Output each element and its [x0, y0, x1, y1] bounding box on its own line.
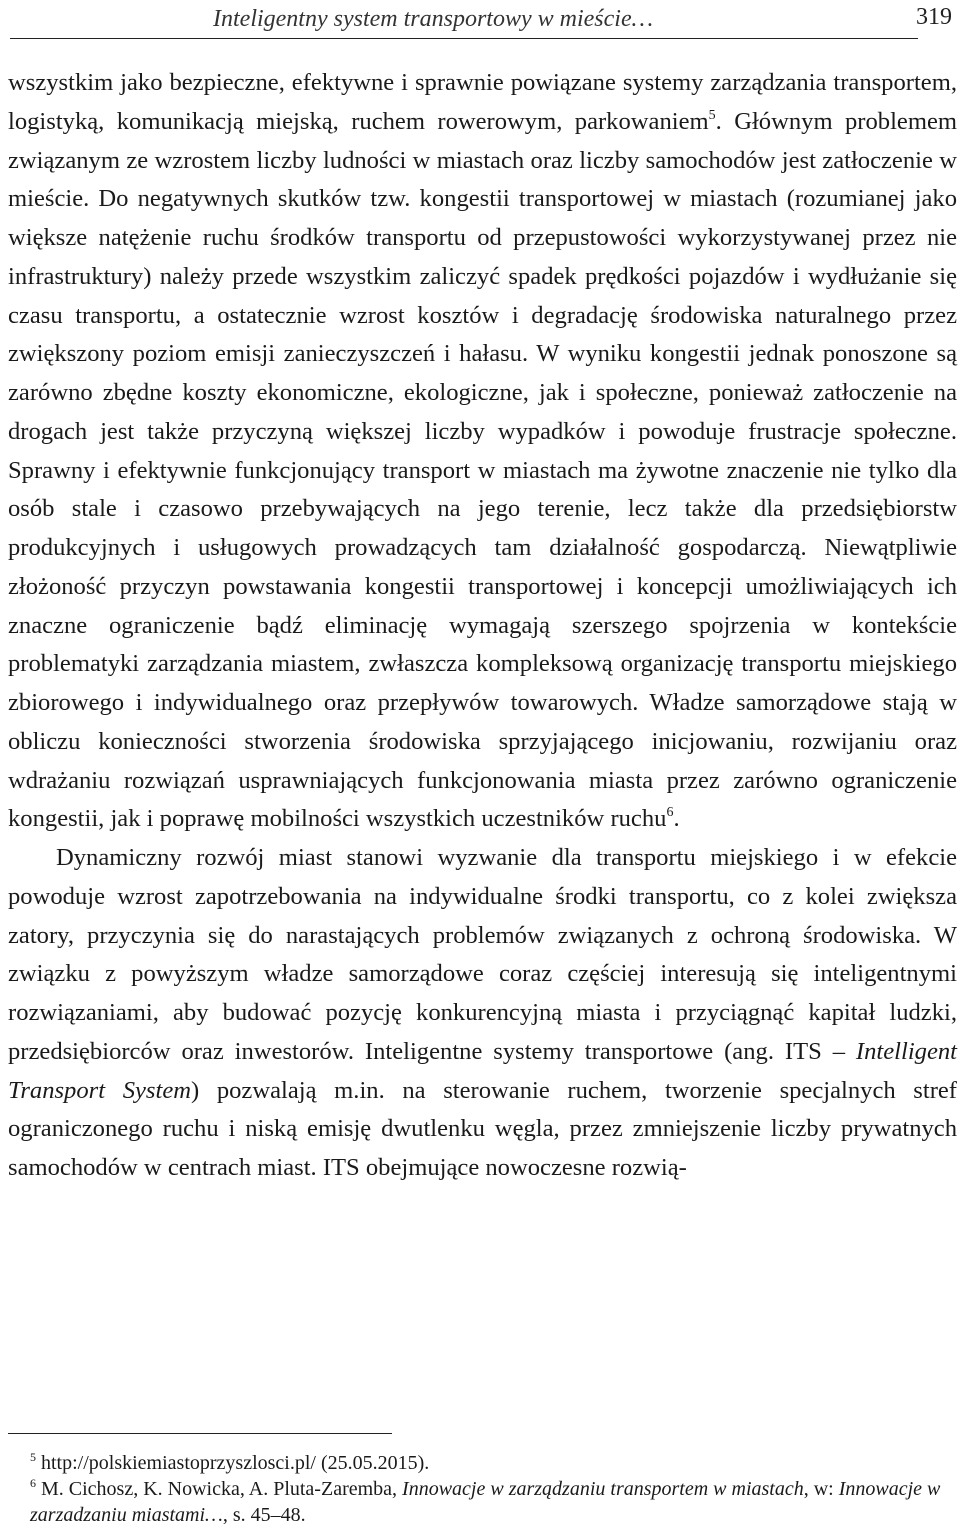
paragraph-2-text-a: Dynamiczny rozwój miast stanowi wyzwanie dla transportu miejskiego i w efekcie powoduje wzrost zapotrzebowania na indywidualne środki transportu, co z kolei zwiększa zatory, przyczynia się do narastających problemów związanych z ochroną środowiska. W związku z powyższym władze samorządowe coraz częściej interesują się inteligentnymi rozwiązaniami, aby budować pozycję konkurencyjną miasta i przyciągnąć kapitał ludzki, przedsiębiorców oraz inwestorów. Inteligentne systemy transportowe (ang. ITS – — [8, 844, 957, 1065]
footnote-6-mid: , w: — [803, 1478, 839, 1500]
footnote-6-authors: M. Cichosz, K. Nowicka, A. Pluta-Zaremba, — [36, 1478, 403, 1500]
paragraph-1 — [8, 64, 957, 839]
running-title: Inteligentny system transportowy w mieście… — [213, 6, 653, 32]
footnote-6-marker: 6 — [30, 1476, 36, 1490]
running-header — [10, 4, 952, 39]
paragraph-2-text-b: ) pozwalają m.in. na sterowanie ruchem, tworzenie specjalnych stref ograniczonego ruchu i niską emisję dwutlenku węgla, przez zmniejszenie liczby prywatnych samochodów w centrach miast. ITS obejmujące nowoczesne rozwią- — [8, 1076, 957, 1181]
footnote-5 — [8, 1450, 957, 1476]
paragraph-1-text-c: . — [673, 805, 680, 833]
paragraph-2 — [8, 839, 957, 1188]
footnote-5-text: http://polskiemiastoprzyszlosci.pl/ (25.05.2015). — [36, 1452, 430, 1474]
page-number: 319 — [916, 4, 952, 30]
paragraph-1-text-a: wszystkim jako bezpieczne, efektywne i sprawnie powiązane systemy zarządzania transportem, logistyką, komunikacją miejską, ruchem rowerowym, parkowaniem — [8, 69, 957, 135]
footnotes — [8, 1450, 957, 1528]
footnote-6-pages: , s. 45–48. — [222, 1504, 306, 1526]
footnote-ref-5[interactable]: 5 — [708, 107, 716, 123]
footnote-6-source: Innowacje w zarzadzaniu miastami… — [30, 1478, 941, 1526]
paragraph-1-text-b: . Głównym problemem związanym ze wzrostem liczby ludności w miastach oraz liczby samochodów jest zatłoczenie w mieście. Do negatywnych skutków tzw. kongestii transportowej w miastach (rozumianej jako większe natężenie ruchu środków transportu od przepustowości wykorzystywanej przez nie infrastruktury) należy przede wszystkim zaliczyć spadek prędkości pojazdów i wydłużanie się czasu transportu, a ostatecznie wzrost kosztów i degradację środowiska naturalnego przez zwiększony poziom emisji zanieczyszczeń i hałasu. W wyniku kongestii jednak ponoszone są zarówno zbędne koszty ekonomiczne, ekologiczne, jak i społeczne, ponieważ zatłoczenie na drogach jest także przyczyną większej liczby wypadków i powoduje frustracje społeczne. Sprawny i efektywnie funkcjonujący transport w miastach ma żywotne znaczenie nie tylko dla osób stale i czasowo przebywających na jego terenie, lecz także dla przedsiębiorstw produkcyjnych i usługowych prowadzących tam działalność gospodarczą. Niewątpliwie złożoność przyczyn powstawania kongestii transportowej i koncepcji umożliwiających ich znaczne ograniczenie bądź eliminację wymagają szerszego spojrzenia w kontekście problematyki zarządzania miastem, zwłaszcza kompleksową organizację transportu miejskiego zbiorowego i indywidualnego oraz przepływów towarowych. Władze samorządowe stają w obliczu konieczności stworzenia środowiska sprzyjającego inicjowaniu, rozwijaniu oraz wdrażaniu rozwiązań usprawniających funkcjonowania miasta przez zarówno ograniczenie kongestii, jak i poprawę mobilności wszystkich uczestników ruchu — [8, 107, 957, 833]
footnote-ref-6[interactable]: 6 — [666, 805, 674, 821]
its-term-italic: Intelligent Transport System — [8, 1037, 957, 1104]
footnote-5-marker: 5 — [30, 1450, 36, 1464]
footnote-separator — [8, 1433, 392, 1434]
footnote-6-title: Innowacje w zarządzaniu transportem w miastach — [402, 1478, 804, 1500]
footnote-6 — [8, 1476, 957, 1528]
body-text — [8, 64, 957, 1188]
